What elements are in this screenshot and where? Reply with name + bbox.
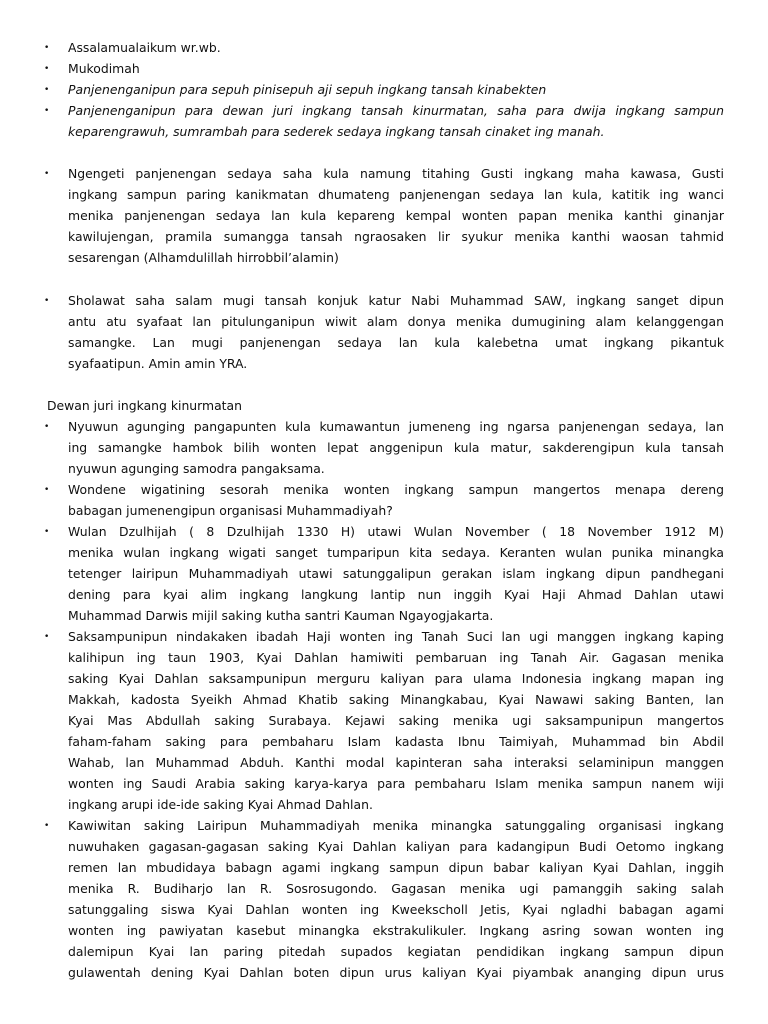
bullet-marker: • — [44, 106, 50, 116]
bullet-marker: • — [44, 296, 50, 306]
paragraph-line: Nyuwun agunging pangapunten kula kumawantun jumeneng ing ngarsa panjenengan sedaya, lan — [68, 419, 724, 434]
paragraph-line: gulawentah dening Kyai Dahlan boten dipun urus kaliyan Kyai piyambak ananging dipun urus — [68, 965, 724, 980]
bullet-marker: • — [44, 169, 50, 179]
paragraph-line: Wulan Dzulhijah ( 8 Dzulhijah 1330 H) utawi Wulan November ( 18 November 1912 M) — [68, 524, 724, 539]
section-heading: Dewan juri ingkang kinurmatan — [47, 398, 242, 413]
paragraph-line: ingkang arupi ide-ide saking Kyai Ahmad Dahlan. — [68, 797, 373, 812]
bullet-marker: • — [44, 85, 50, 95]
paragraph-line: wonten ing Saudi Arabia saking karya-karya para pembaharu Islam menika sampun nanem wiji — [68, 776, 724, 791]
paragraph-line: Ngengeti panjenengan sedaya saha kula namung titahing Gusti ingkang maha kawasa, Gusti — [68, 166, 724, 181]
paragraph-line: tetenger lairipun Muhammadiyah utawi satunggalipun gerakan islam ingkang dipun pandhegani — [68, 566, 724, 581]
bullet-marker: • — [44, 485, 50, 495]
paragraph-line: remen lan mbudidaya babagn agami ingkang sampun dipun babar kaliyan Kyai Dahlan, inggih — [68, 860, 724, 875]
paragraph-line: Kawiwitan saking Lairipun Muhammadiyah menika minangka satunggaling organisasi ingkang — [68, 818, 724, 833]
paragraph-line: dalemipun Kyai lan paring pitedah supados kegiatan pendidikan ingkang sampun dipun — [68, 944, 724, 959]
paragraph-line: menika R. Budiharjo lan R. Sosrosugondo. Gagasan menika ugi pamanggih saking salah — [68, 881, 724, 896]
paragraph-line: faham-faham saking para pembaharu Islam kadasta Ibnu Taimiyah, Muhammad bin Abdil — [68, 734, 724, 749]
paragraph-line: nuwuhaken gagasan-gagasan saking Kyai Dahlan kaliyan para kadangipun Budi Oetomo ingkang — [68, 839, 724, 854]
paragraph-line: sesarengan (Alhamdulillah hirrobbil’alamin) — [68, 250, 339, 265]
paragraph-line: satunggaling siswa Kyai Dahlan wonten ing Kweekscholl Jetis, Kyai ngladhi babagan agami — [68, 902, 724, 917]
paragraph-line: ingkang sampun paring kanikmatan dhumateng panjenengan sedaya lan kula, katitik ing wanci — [68, 187, 724, 202]
bullet-marker: • — [44, 821, 50, 831]
paragraph-line: nyuwun agunging samodra pangaksama. — [68, 461, 325, 476]
paragraph-line: Wahab, lan Muhammad Abduh. Kanthi modal kapinteran saha interaksi selaminipun manggen — [68, 755, 724, 770]
paragraph-line: Sholawat saha salam mugi tansah konjuk katur Nabi Muhammad SAW, ingkang sanget dipun — [68, 293, 724, 308]
bullet-marker: • — [44, 422, 50, 432]
paragraph-line: wonten ing pawiyatan kasebut minangka ekstrakulikuler. Ingkang asring sowan wonten ing — [68, 923, 724, 938]
bullet-marker: • — [44, 632, 50, 642]
greeting-dewan-juri: Panjenenganipun para dewan juri ingkang tansah kinurmatan, saha para dwija ingkang sampun — [68, 103, 724, 118]
paragraph-line: Saksampunipun nindakaken ibadah Haji wonten ing Tanah Suci lan ugi manggen ingkang kaping — [68, 629, 724, 644]
paragraph-line: dening para kyai alim ingkang langkung lantip nun inggih Kyai Haji Ahmad Dahlan utawi — [68, 587, 724, 602]
paragraph-line: samangke. Lan mugi panjenengan sedaya lan kula kalebetna umat ingkang pikantuk — [68, 335, 724, 350]
paragraph-line: menika wulan ingkang wigati sanget tumparipun kita sedaya. Keranten wulan punika minangka — [68, 545, 724, 560]
paragraph-line: antu atu syafaat lan pitulunganipun wiwit alam donya menika dumugining alam kelanggengan — [68, 314, 724, 329]
paragraph-line: kawilujengan, pramila sumangga tansah ngraosaken lir syukur menika kanthi waosan tahmid — [68, 229, 724, 244]
greeting-dewan-juri-cont: keparengrawuh, sumrambah para sederek sedaya ingkang tansah cinaket ing manah. — [68, 124, 605, 139]
paragraph-line: menika panjenengan sedaya lan kula kepareng kempal wonten papan menika kanthi ginanjar — [68, 208, 724, 223]
paragraph-line: Wondene wigatining sesorah menika wonten ingkang sampun mangertos menapa dereng — [68, 482, 724, 497]
bullet-marker: • — [44, 64, 50, 74]
greeting-mukodimah: Mukodimah — [68, 61, 140, 76]
paragraph-line: Muhammad Darwis mijil saking kutha santri Kauman Ngayogjakarta. — [68, 608, 494, 623]
paragraph-line: kalihipun ing taun 1903, Kyai Dahlan hamiwiti pembaruan ing Tanah Air. Gagasan menika — [68, 650, 724, 665]
paragraph-line: Kyai Mas Abdullah saking Surabaya. Kejawi saking menika ugi saksampunipun mangertos — [68, 713, 724, 728]
paragraph-line: Makkah, kadosta Syeikh Ahmad Khatib saking Minangkabau, Kyai Nawawi saking Banten, lan — [68, 692, 724, 707]
paragraph-line: syafaatipun. Amin amin YRA. — [68, 356, 248, 371]
greeting-sepuh: Panjenenganipun para sepuh pinisepuh aji sepuh ingkang tansah kinabekten — [68, 82, 547, 97]
paragraph-line: babagan jumenengipun organisasi Muhammadiyah? — [68, 503, 393, 518]
bullet-marker: • — [44, 43, 50, 53]
paragraph-line: ing samangke hambok bilih wonten lepat anggenipun kula matur, sakderengipun kula tansah — [68, 440, 724, 455]
paragraph-line: saking Kyai Dahlan saksampunipun merguru kaliyan para ulama Indonesia ingkang mapan ing — [68, 671, 724, 686]
greeting-salam: Assalamualaikum wr.wb. — [68, 40, 221, 55]
bullet-marker: • — [44, 527, 50, 537]
